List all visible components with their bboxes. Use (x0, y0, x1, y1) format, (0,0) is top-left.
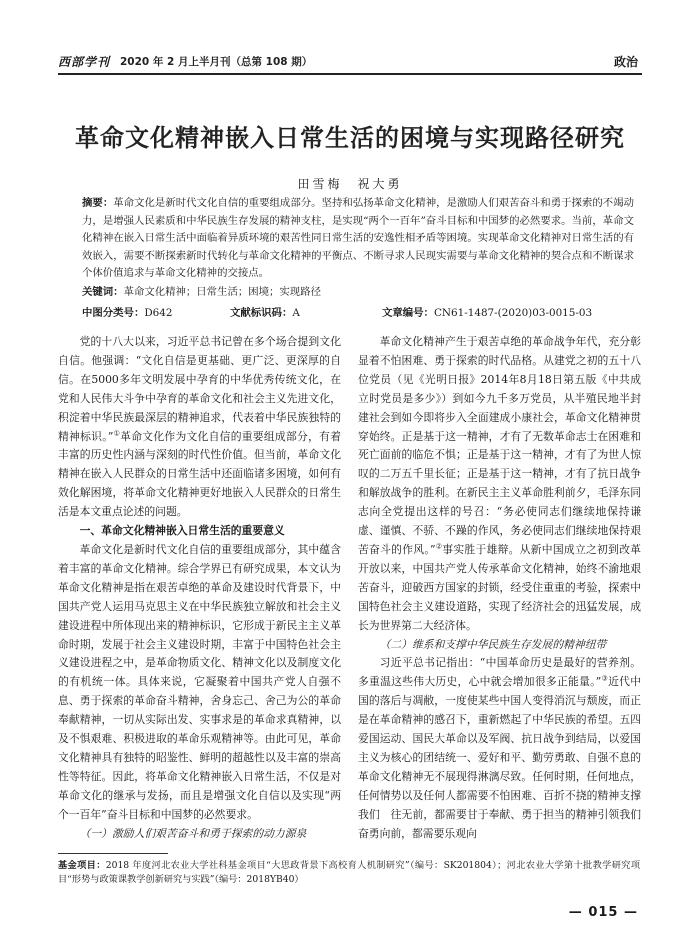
paragraph: 党的十八大以来，习近平总书记曾在多个场合提到文化自信。他强调：“文化自信是更基础、更广泛、更深厚的自信。在5000多年文明发展中孕育的中华优秀传统文化，在党和人民伟大斗争中孕育的革命文化和社会主义先进文化，积淀着中华民族最深层的精神追求，代表着中华民族独特的精神标识。”①革命文化作为文化自信的重要组成部分，有着丰富的历史性内涵与深刻的时代性价值。但当前，革命文化精神在嵌入人民群众的日常生活中还面临诸多困境，如何有效化解困境，将革命文化精神更好地嵌入人民群众的日常生活是本文重点论述的问题。 (58, 335, 341, 519)
clc-code: 中图分类号：D642 (82, 307, 173, 319)
footnote-marker: ① (113, 428, 121, 437)
footnote-rule (58, 853, 168, 854)
subsection-heading: （二）维系和支撑中华民族生存发展的精神纽带 (379, 637, 607, 651)
journal-logo: 西部学刊 (58, 55, 111, 69)
left-column (58, 333, 341, 843)
footnote-marker: ③ (601, 674, 609, 683)
abstract-text: 革命文化是新时代文化自信的重要组成部分。坚持和弘扬革命文化精神，是激励人们艰苦奋斗和勇于探索的不竭动力，是增强人民素质和中华民族生存发展的精神支柱，是实现“两个一百年”奋斗目标和中国梦的必然要求。当前，革命文化精神在嵌入日常生活中面临着异质环境的艰苦性同日常生活的安逸性相矛盾等困境。实现革命文化精神对日常生活的有效嵌入，需要不断探索新时代转化与革命文化精神的平衡点、不断寻求人民现实需要与革命文化精神的契合点和不断谋求个体价值追求与革命文化精神的交接点。 (82, 197, 634, 280)
article-title: 革命文化精神嵌入日常生活的困境与实现路径研究 (75, 124, 625, 152)
funding-note (58, 859, 640, 887)
paragraph: 革命文化精神产生于艰苦卓绝的革命战争年代，充分彰显着不怕困难、勇于探索的时代品格。从建党之初的五十八位党员（见《光明日报》2014年8月18日第五版《中共成立时党员是多少》）到如今九千多万党员，从半殖民地半封建社会到如今即将步入全面建成小康社会，革命文化精神贯穿始终。正是基于这一精神，才有了无数革命志士在困难和死亡面前的临危不惧；正是基于这一精神，才有了为世人惊叹的二万五千里长征；正是基于这一精神，才有了抗日战争和解放战争的胜利。在新民主主义革命胜利前夕，毛泽东同志向全党提出这样的号召：“务必使同志们继续地保持谦虚、谨慎、不骄、不躁的作风，务必使同志们继续地保持艰苦奋斗的作风。”②事实胜于雄辩。从新中国成立之初到改革开放以来，中国共产党人传承革命文化精神，始终不渝地艰苦奋斗，迎破西方国家的封锁，经受住重重的考验，探索中国特色社会主义建设道路，实现了经济社会的迅猛发展，成长为世界第二大经济体。 (358, 335, 642, 632)
abstract-label: 摘要： (82, 197, 114, 209)
article-id: 文章编号：CN61-1487-(2020)03-0015-03 (382, 307, 593, 319)
funding-label: 基金项目： (58, 860, 106, 871)
paragraph: 革命文化是新时代文化自信的重要组成部分，其中蕴含着丰富的革命文化精神。综合学界已有研究成果，本文认为革命文化精神是指在艰苦卓绝的革命及建设时代背景下，中国共产党人运用马克思主义在中华民族独立解放和社会主义建设进程中所体现出来的精神标识，它形成于新民主主义革命时期，发展于社会主义建设时期，丰富于中国特色社会主义建设进程之中，是革命物质文化、精神文化以及制度文化的有机统一体。具体来说，它凝聚着中国共产党人自强不息、勇于探索的革命奋斗精神，舍身忘己、舍己为公的革命奉献精神，一切从实际出发、实事求是的革命求真精神，以及不惧艰难、积极进取的革命乐观精神等。由此可见，革命文化精神具有独特的昭鉴性、鲜明的超越性以及丰富的崇高性等特征。因此，将革命文化精神嵌入日常生活，不仅是对革命文化的继承与发扬，而且是增强文化自信以及实现“两个一百年”奋斗目标和中国梦的必然要求。 (58, 542, 341, 821)
document-code: 文献标识码：A (230, 307, 300, 319)
article-authors: 田雪梅 祝大勇 (297, 177, 403, 191)
abstract (82, 195, 634, 283)
keywords (82, 284, 634, 301)
keywords-label: 关键词： (82, 286, 124, 298)
keywords-text: 革命文化精神；日常生活；困境；实现路径 (123, 286, 321, 298)
issue-info: 2020 年 2 月上半月刊（总第 108 期） (120, 56, 313, 68)
section-name: 政治 (613, 55, 638, 69)
funding-text: 2018 年度河北农业大学社科基金项目“大思政背景下高校育人机制研究”（编号：SK201804）；河北农业大学第十批教学研究项目“形势与政策课教学创新研究与实践”（编号：2018YB40） (58, 860, 641, 885)
footnote-marker: ② (435, 542, 443, 551)
classification-row (82, 304, 634, 320)
page-number: — 015 — (568, 905, 638, 920)
header-rule (58, 73, 642, 75)
paragraph: 习近平总书记指出：“中国革命历史是最好的营养剂。多重温这些伟大历史，心中就会增加很多正能量。”③近代中国的落后与凋敝，一度使某些中国人变得消沉与颓废，而正是在革命精神的感召下，重新燃起了中华民族的希望。五四爱国运动、国民大革命以及军阀、抗日战争到结局，以爱国主义为核心的团结统一、爱好和平、勤劳勇敢、自强不息的革命文化精神无不展现得淋漓尽致。任何时期，任何地点，任何情势以及任何人都需要不怕困难、百折不挠的精神支撑我们 往无前，都需要甘于奉献、勇于担当的精神引领我们奋勇向前，都需要乐观向 (358, 656, 641, 840)
section-heading: 一、革命文化精神嵌入日常生活的重要意义 (79, 524, 285, 538)
running-header (58, 52, 642, 72)
right-column (358, 333, 641, 843)
subsection-heading: （一）激励人们艰苦奋斗和勇于探索的动力源泉 (79, 826, 307, 840)
